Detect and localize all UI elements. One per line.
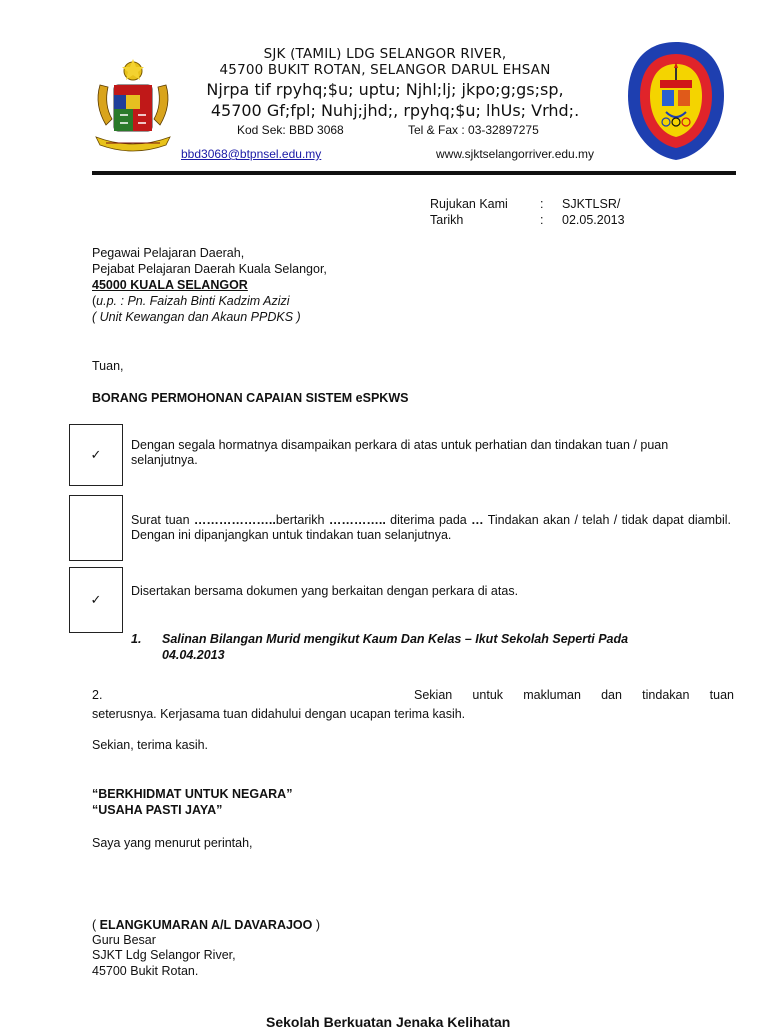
text-dots: …: [471, 513, 484, 527]
subject-heading: BORANG PERMOHONAN CAPAIAN SISTEM eSPKWS: [92, 391, 409, 405]
coat-of-arms-icon: [92, 55, 174, 155]
para-2-line-1: Sekian untuk makluman dan tindakan tuan: [414, 688, 734, 702]
name-text: ELANGKUMARAN A/L DAVARAJOO: [99, 918, 313, 932]
text-dots: ………………..: [193, 513, 276, 527]
closing-text: Sekian, terima kasih.: [92, 738, 209, 752]
school-crest-icon: [626, 40, 726, 162]
tamil-line-1: Njrpa tif rpyhq;$u; uptu; Njhl;lj; jkpo;g;gs;sp,: [206, 80, 564, 99]
attachment-line-2: 04.04.2013: [162, 648, 225, 662]
text-part: Surat tuan: [131, 513, 194, 527]
text-part: Tindakan akan / telah / tidak dapat diambil. Dengan ini dipanjangkan untuk tindakan tuan selanjutnya.: [131, 513, 732, 542]
text-part: diterima pada: [385, 513, 472, 527]
checkbox-2[interactable]: [69, 495, 123, 561]
up-open-paren: (: [92, 294, 97, 308]
recipient-attention: [92, 294, 290, 309]
rujukan-sep: :: [540, 197, 544, 211]
tarikh-value: 02.05.2013: [562, 213, 625, 227]
rujukan-value: SJKTLSR/: [562, 197, 621, 211]
signatory-title: Guru Besar: [92, 933, 156, 947]
checkbox-3[interactable]: [69, 567, 123, 633]
name-open-paren: (: [92, 918, 100, 932]
school-address: 45700 BUKIT ROTAN, SELANGOR DARUL EHSAN: [219, 62, 551, 78]
text-part: bertarikh: [275, 513, 329, 527]
recipient-line-3: 45000 KUALA SELANGOR: [92, 278, 248, 292]
checkbox-1-text: Dengan segala hormatnya disampaikan perkara di atas untuk perhatian dan tindakan tuan / puan selanjutnya.: [131, 438, 669, 467]
checkbox-2-text: [131, 513, 731, 543]
attachment-number: 1.: [131, 632, 142, 646]
checkbox-3-text: Disertakan bersama dokumen yang berkaitan dengan perkara di atas.: [131, 584, 519, 598]
up-label: u.p. : Pn. Faizah Binti Kadzim Azizi: [96, 294, 290, 308]
rujukan-label: Rujukan Kami: [430, 197, 508, 211]
recipient-line-1: Pegawai Pelajaran Daerah,: [92, 246, 245, 260]
attachment-line-1: Salinan Bilangan Murid mengikut Kaum Dan Kelas – Ikut Sekolah Seperti Pada: [162, 632, 629, 646]
email-link[interactable]: bbd3068@btpnsel.edu.my: [181, 147, 322, 161]
tel-fax: Tel & Fax : 03-32897275: [408, 123, 539, 137]
check-mark-icon: ✓: [90, 447, 102, 462]
tarikh-sep: :: [540, 213, 544, 227]
signatory-name: [92, 918, 320, 933]
motto-1: “BERKHIDMAT UNTUK NEGARA”: [92, 787, 293, 801]
website-text: www.sjktselangorriver.edu.my: [436, 147, 595, 161]
para-2-number: 2.: [92, 688, 103, 702]
header-divider: [92, 171, 736, 175]
recipient-unit: ( Unit Kewangan dan Akaun PPDKS ): [92, 310, 301, 324]
footer-partial-text: Sekolah Berkuatan Jenaka Kelihatan: [266, 1014, 511, 1030]
kod-sekolah: Kod Sek: BBD 3068: [237, 123, 344, 137]
text-dots: …………..: [328, 513, 386, 527]
signatory-school: SJKT Ldg Selangor River,: [92, 948, 236, 962]
recipient-line-2: Pejabat Pelajaran Daerah Kuala Selangor,: [92, 262, 327, 276]
tamil-line-2: 45700 Gf;fpl; Nuhj;jhd;, rpyhq;$u; lhUs; Vrhd;.: [210, 101, 580, 120]
school-name: SJK (TAMIL) LDG SELANGOR RIVER,: [263, 46, 507, 62]
para-2-line-2: seterusnya. Kerjasama tuan didahului dengan ucapan terima kasih.: [92, 707, 466, 721]
checkbox-1[interactable]: [69, 424, 123, 486]
motto-2: “USAHA PASTI JAYA”: [92, 803, 223, 817]
tarikh-label: Tarikh: [430, 213, 464, 227]
check-mark-icon: ✓: [90, 592, 102, 607]
salutation: Tuan,: [92, 359, 124, 373]
signatory-town: 45700 Bukit Rotan.: [92, 964, 199, 978]
name-close-paren: ): [312, 918, 321, 932]
signoff-text: Saya yang menurut perintah,: [92, 836, 253, 850]
